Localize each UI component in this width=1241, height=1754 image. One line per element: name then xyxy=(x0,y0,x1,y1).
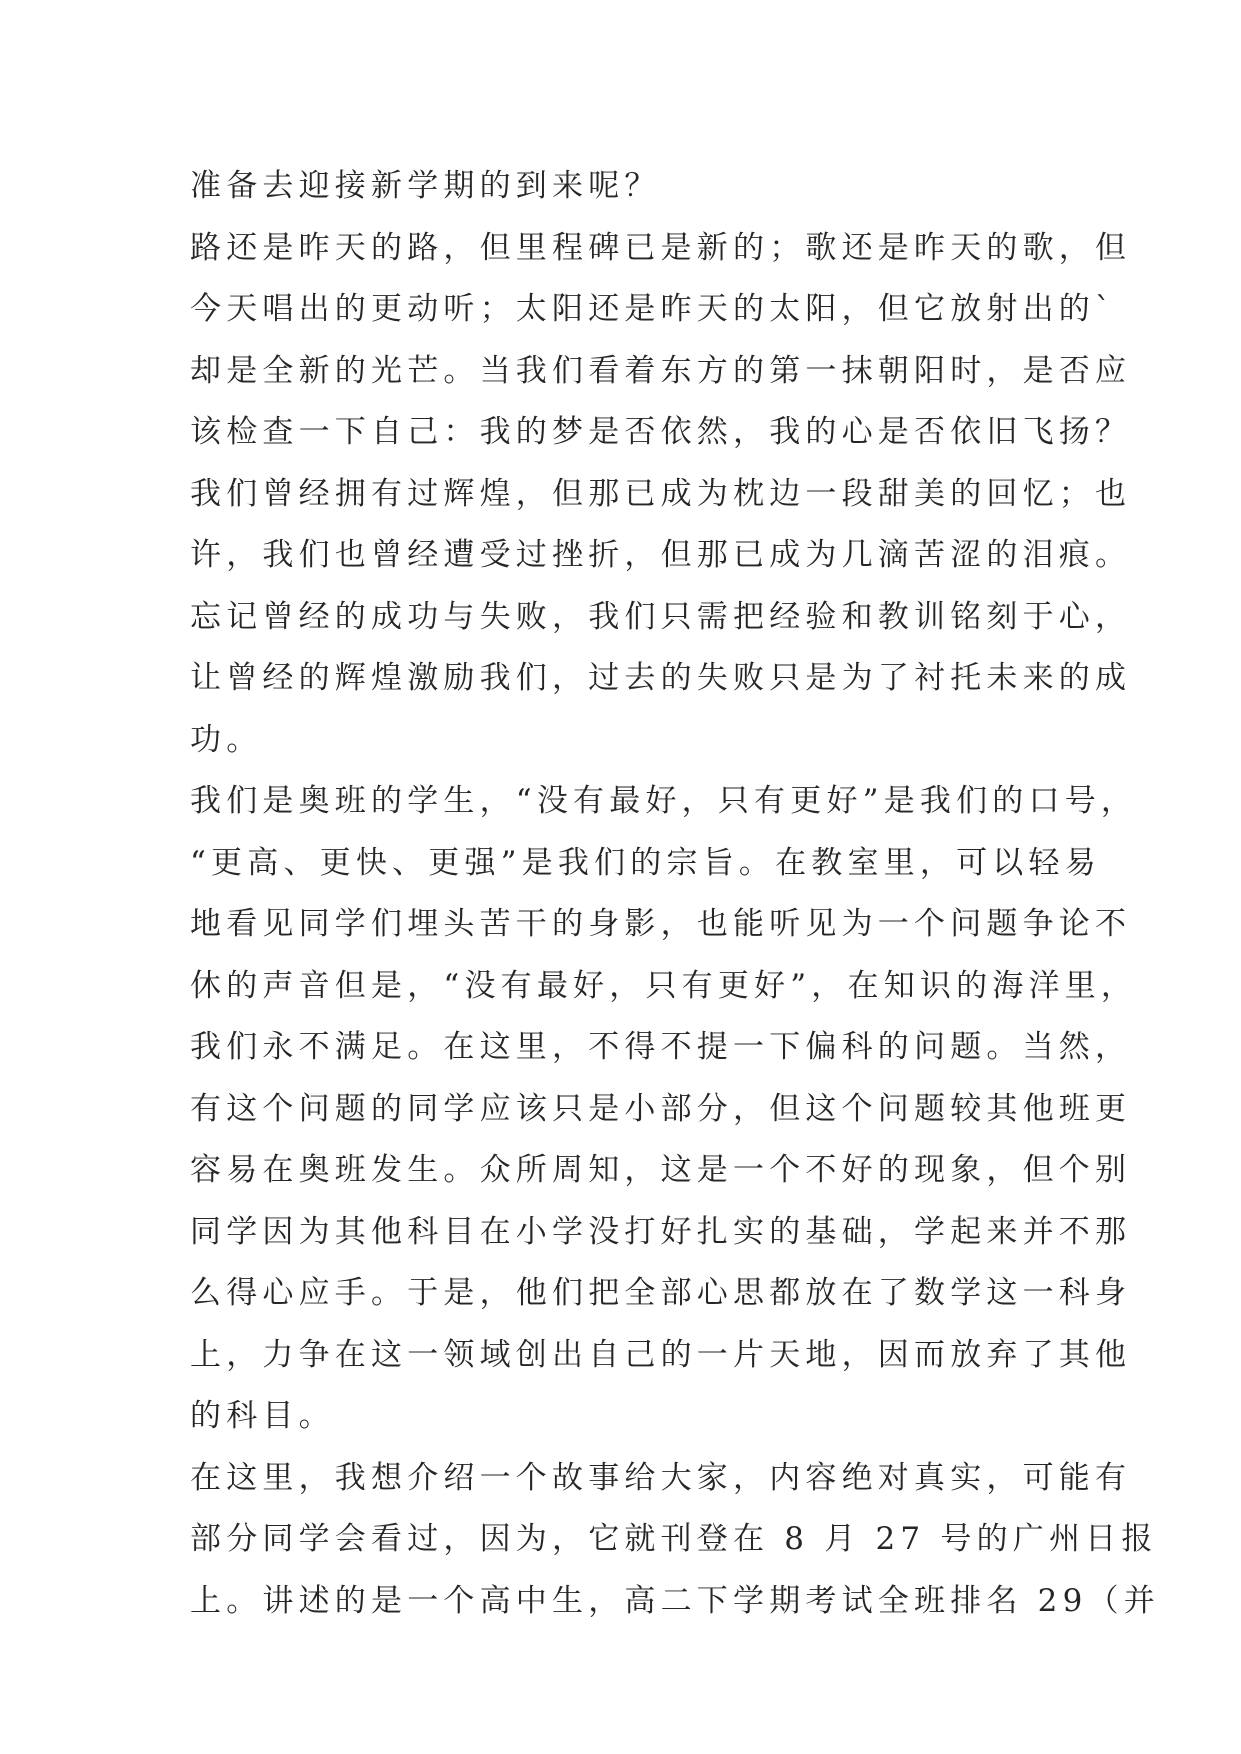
text-line: 么得心应手。于是，他们把全部心思都放在了数学这一科身 xyxy=(190,1275,1132,1311)
text-line: 路还是昨天的路，但里程碑已是新的；歌还是昨天的歌，但 xyxy=(190,229,1132,266)
text-line: 许，我们也曾经遭受过挫折，但那已成为几滴苦涩的泪痕。 xyxy=(190,537,1132,573)
text-line: 容易在奥班发生。众所周知，这是一个不好的现象，但个别 xyxy=(190,1152,1132,1188)
text-line: 休的声音但是，“没有最好，只有更好”，在知识的海洋里， xyxy=(190,967,1138,1004)
text-line: 功。 xyxy=(190,721,263,758)
text-line: 准备去迎接新学期的到来呢？ xyxy=(190,168,661,204)
text-line: 我们是奥班的学生，“没有最好，只有更好”是我们的口号， xyxy=(190,783,1138,819)
text-line: 今天唱出的更动听；太阳还是昨天的太阳，但它放射出的` xyxy=(190,291,1116,327)
text-line: 有这个问题的同学应该只是小部分，但这个问题较其他班更 xyxy=(190,1090,1132,1127)
text-line: 的科目。 xyxy=(190,1398,335,1434)
text-line: 同学因为其他科目在小学没打好扎实的基础，学起来并不那 xyxy=(190,1213,1132,1250)
body-text xyxy=(190,156,1160,1632)
text-line: 我们曾经拥有过辉煌，但那已成为枕边一段甜美的回忆；也 xyxy=(190,475,1132,512)
text-line: “更高、更快、更强”是我们的宗旨。在教室里，可以轻易 xyxy=(190,844,1101,881)
text-line: 地看见同学们埋头苦干的身影，也能听见为一个问题争论不 xyxy=(190,906,1132,942)
text-line: 忘记曾经的成功与失败，我们只需把经验和教训铭刻于心， xyxy=(190,598,1132,635)
text-line: 却是全新的光芒。当我们看着东方的第一抹朝阳时，是否应 xyxy=(190,352,1132,389)
text-line: 上。讲述的是一个高中生，高二下学期考试全班排名 29（并 xyxy=(190,1582,1160,1619)
text-line: 在这里，我想介绍一个故事给大家，内容绝对真实，可能有 xyxy=(190,1459,1132,1496)
text-line: 让曾经的辉煌激励我们，过去的失败只是为了衬托未来的成 xyxy=(190,660,1132,696)
text-line: 我们永不满足。在这里，不得不提一下偏科的问题。当然， xyxy=(190,1029,1132,1065)
text-line: 该检查一下自己：我的梦是否依然，我的心是否依旧飞扬？ xyxy=(190,414,1132,450)
text-line: 上，力争在这一领域创出自己的一片天地，因而放弃了其他 xyxy=(190,1336,1132,1373)
text-line: 部分同学会看过，因为，它就刊登在 8 月 27 号的广州日报 xyxy=(190,1521,1158,1557)
